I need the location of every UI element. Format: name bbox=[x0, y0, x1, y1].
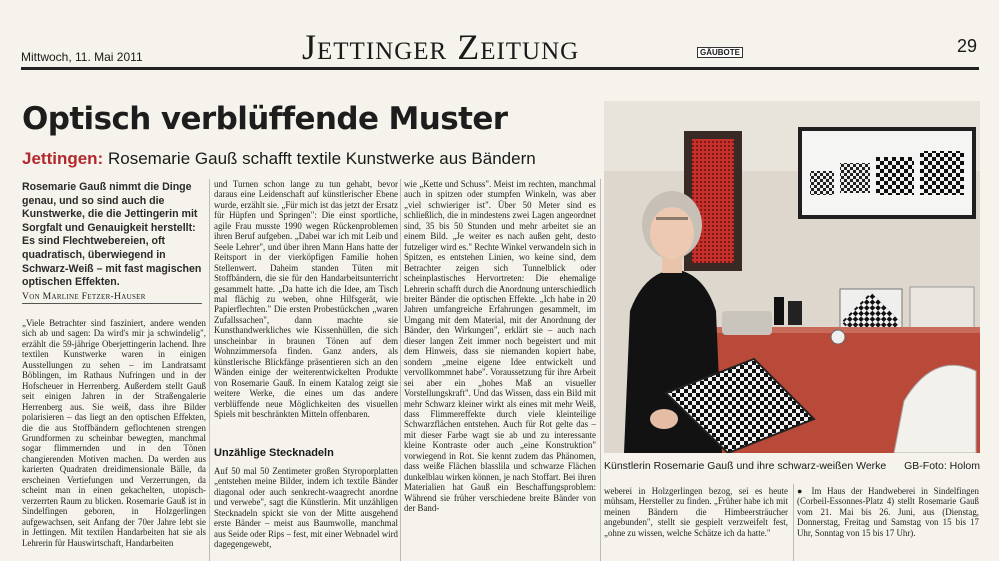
body-column-4 bbox=[604, 486, 788, 561]
column-text: ● Im Haus der Handweberei in Sindelfingen (Corbeil-Essonnes-Platz 4) stellt Rosemarie Gauß vom 21. Mai bis 26. Juni, aus (Dienstag, Donnerstag, Freitag und Samstag von 15 bis 17 Uhr, Sonntag von 15 bis 17 Uhr). bbox=[797, 486, 979, 538]
caption-text: Künstlerin Rosemarie Gauß und ihre schwarz-weißen Werke bbox=[604, 460, 887, 472]
photo-caption bbox=[604, 460, 980, 472]
column-divider bbox=[600, 179, 601, 561]
column-text: wie „Kette und Schuss". Meist im rechten, manchmal auch in spitzen oder stumpfen Winkeln, was aber „viel schwieriger ist". Über 50 Meter sind es schließlich, die in mindestens zwei Lagen angeordnet sind, 35 bis 50 Stunden und mehr arbeitet sie an einem Bild. „Je weiter es nach außen geht, desto futzeliger wird es." Rechte Winkel verwandeln sich in Spitzen, es entstehen Linien, wo keine sind, dem Betrachter zeigen sich Tunnelblick oder scheinplastisches Hervortreten: Die ehemalige Lehrerin schafft durch die Anordnung unterschiedlich breiter Bänder die optischen Effekte. „Ich habe in 20 Jahren umfangreiche Erfahrungen gesammelt, im Umgang mit dem Material, mit der Anordnung der Bänder, den Wirkungen", erklärt sie – auch nach dieser langen Zeit immer noch begeistert und mit dem Hinweis, dass sie niemanden kopiert habe, sondern „meine eigene Idee entwickelt und vervollkommnet habe". Voraussetzung für ihre Arbeit sei aber ein „hohes Maß an visueller Vorstellungskraft". Und das Wissen, dass ein Bild mit mehr Schwarz kleiner wirkt als eines mit mehr Weiß, dass Flimmereffekte durch viele kleinteilige Schwarzflächen entstehen. Auch für Rot gelte das – mit dieser Farbe wagt sie ab und zu interessante kleine Kontraste oder auch „eine Konstruktion" vorwiegend in Rot. Sie kennt zudem das Phänomen, dass weiße Flächen blasslila und schwarze Flächen dunkelblau wirken können, je nach Stoffart. Bei ihren Materialien hat Gauß ein Beschaffungsproblem: Während sie früher verschiedene breite Bänder von der Band- bbox=[404, 179, 596, 514]
section-subhead: Unzählige Stecknadeln bbox=[214, 447, 334, 459]
issue-date: Mittwoch, 11. Mai 2011 bbox=[21, 50, 143, 64]
body-column-1 bbox=[22, 318, 206, 561]
photo-credit: GB-Foto: Holom bbox=[904, 460, 980, 472]
column-text: Auf 50 mal 50 Zentimeter großen Styroporplatten „entstehen meine Bilder, indem ich textile Bänder diagonal oder auch senkrecht-waagrecht anordne und verwebe", sagt die Künstlerin. Mit unzähligen Stecknadeln spickt sie von der Mitte ausgehend erste Bänder – meist aus Baumwolle, manchmal aus Seide oder Rips – fest, mit einer Webnadel wird dagegengewebt, bbox=[214, 466, 398, 550]
artist-with-artworks-image bbox=[604, 101, 980, 453]
body-column-3 bbox=[404, 179, 596, 561]
masthead-rule bbox=[21, 67, 979, 70]
column-divider bbox=[209, 179, 210, 561]
article-headline: Optisch verblüffende Muster bbox=[22, 101, 508, 137]
article-lead: Rosemarie Gauß nimmt die Dinge genau, und so sind auch die Kunstwerke, die die Jettingerin mit Sorgfalt und Genauigkeit herstellt: Es sind Flechtwebereien, oft quadratisch, überwiegend in Schwarz-Weiß – mit fast magischen optischen Effekten. bbox=[22, 181, 202, 289]
publisher-badge: GÄUBOTE bbox=[697, 47, 743, 58]
body-column-2-continued bbox=[214, 466, 398, 561]
article-subline bbox=[22, 149, 536, 169]
article-byline: Von Marline Fetzer-Hauser bbox=[22, 291, 202, 304]
column-text: weberei in Holzgerlingen bezog, sei es heute mühsam, Hersteller zu finden. „Früher habe ich mit meinen Bändern die Himbeersträucher angebunden", stellt sie gespielt verzweifelt fest, „ohne zu wissen, welche Schätze ich da hatte." bbox=[604, 486, 788, 538]
newspaper-title: Jettinger Zeitung bbox=[302, 27, 580, 67]
exhibition-info bbox=[797, 486, 979, 561]
page-number: 29 bbox=[956, 36, 977, 56]
column-text: „Viele Betrachter sind fasziniert, andere wenden sich ab und sagen: Da wird's mir ja schwindelig", erzählt die 59-jährige Oberjettingerin lachend. Ihre textilen Kunstwerke waren in einigen Ausstellungen zu sehen – im Landratsamt Böblingen, im Rathaus Nufringen und in der Hofscheuer in Herrenberg. Außerdem stellt Gauß seit einigen Jahren in der Straßengalerie Herrenberg aus. Sie weiß, dass ihre Bilder polarisieren – das liegt an den optischen Effekten, die die aus Stoffbändern geflochtenen strengen Grundformen zu scheinbar bewegten, manchmal sogar flimmernden und in den Tönen changierenden Motiven machen. Da werden aus karierten Quadraten dreidimensionale Bälle, da erscheinen Vertiefungen und Verzerrungen, da scheint man in einen gekachelten, utopisch-verzerrten Raum zu blicken. Rosemarie Gauß ist in Sindelfingen geboren, in Holzgerlingen aufgewachsen, seit Anfang der 70er Jahre lebt sie in Jettingen. Mit textilen Handarbeiten hat sie als Lehrerin für Hauswirtschaft, Handarbeiten bbox=[22, 318, 206, 548]
dateline-place: Jettingen: bbox=[22, 149, 104, 168]
column-text: und Turnen schon lange zu tun gehabt, bevor daraus eine Leidenschaft auf künstlerischer Ebene wurde, erzählt sie. „Für mich ist das jetzt der Ersatz für Hüpfen und Springen": Die einst sportliche, agile Frau musste 1990 wegen Rückenproblemen ihren Beruf aufgeben. „Dabei war ich mit Leib und Seele Lehrer", und über ihren Mann Hans hatte der Reitsport in der vierköpfigen Familie hohen Stellenwert. Daheim standen Tüten mit Stoffbändern, die sie für den Handarbeitsunterricht gesammelt hatte. „Da hatte ich die Idee, am Tisch mal flächig zu weben, ohne Hilfsgerät, wie Papierflechten." Die ersten Probestückchen „waren Zufallssachen", dann machte sie Kunsthandwerkliches wie Kissenhüllen, die sich unscheinbar in braunen Tönen auf dem Wohnzimmersofa finden. Ganz anders, als künstlerische Blickfänge präsentieren sich an den Wänden einige der weiterentwickelten Produkte von Rosemarie Gauß. In einem Katalog zeigt sie weitere Werke, die eines um das andere verblüffende neue Möglichkeiten des visuellen Spiels mit beschränkten Mitteln offenbaren. bbox=[214, 179, 398, 419]
body-column-2 bbox=[214, 179, 398, 443]
subline-text: Rosemarie Gauß schafft textile Kunstwerke aus Bändern bbox=[107, 149, 536, 168]
column-divider bbox=[400, 179, 401, 561]
column-divider bbox=[793, 484, 794, 561]
article-photo bbox=[604, 101, 980, 453]
